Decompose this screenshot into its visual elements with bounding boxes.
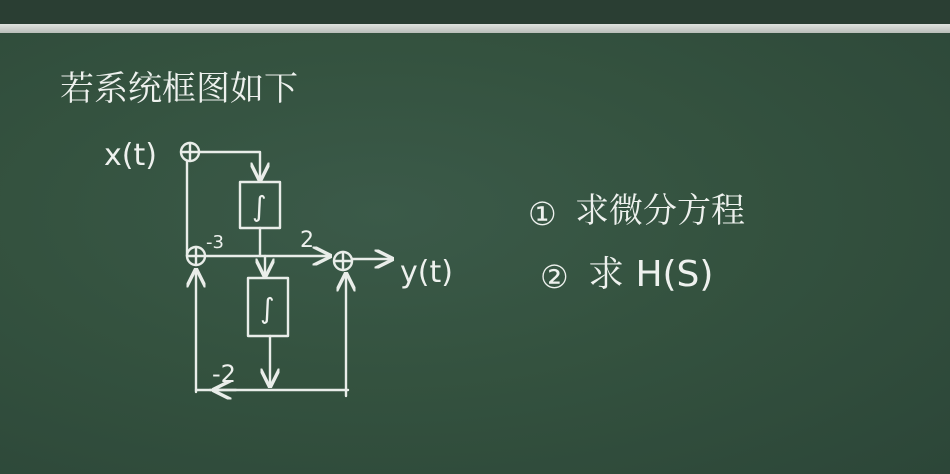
input-label: x(t) xyxy=(104,138,157,173)
integrator-top-symbol: ∫ xyxy=(252,190,267,223)
integrator-bottom-symbol: ∫ xyxy=(260,292,275,325)
middle-sum-junction xyxy=(187,247,205,265)
gain-left: -3 xyxy=(206,232,224,253)
input-sum-junction xyxy=(181,143,199,161)
task-1-marker: ① xyxy=(528,195,557,233)
task-2-marker: ② xyxy=(540,258,569,296)
forward-path-top xyxy=(199,152,260,180)
output-label: y(t) xyxy=(400,255,453,290)
heading: 若系统框图如下 xyxy=(60,69,298,109)
gain-bottom: -2 xyxy=(212,360,236,388)
gain-right: 2 xyxy=(300,228,314,253)
task-1-text: 求微分方程 xyxy=(575,191,745,231)
output-sum-junction xyxy=(334,252,352,270)
task-2-text: 求 H(S) xyxy=(588,254,714,295)
